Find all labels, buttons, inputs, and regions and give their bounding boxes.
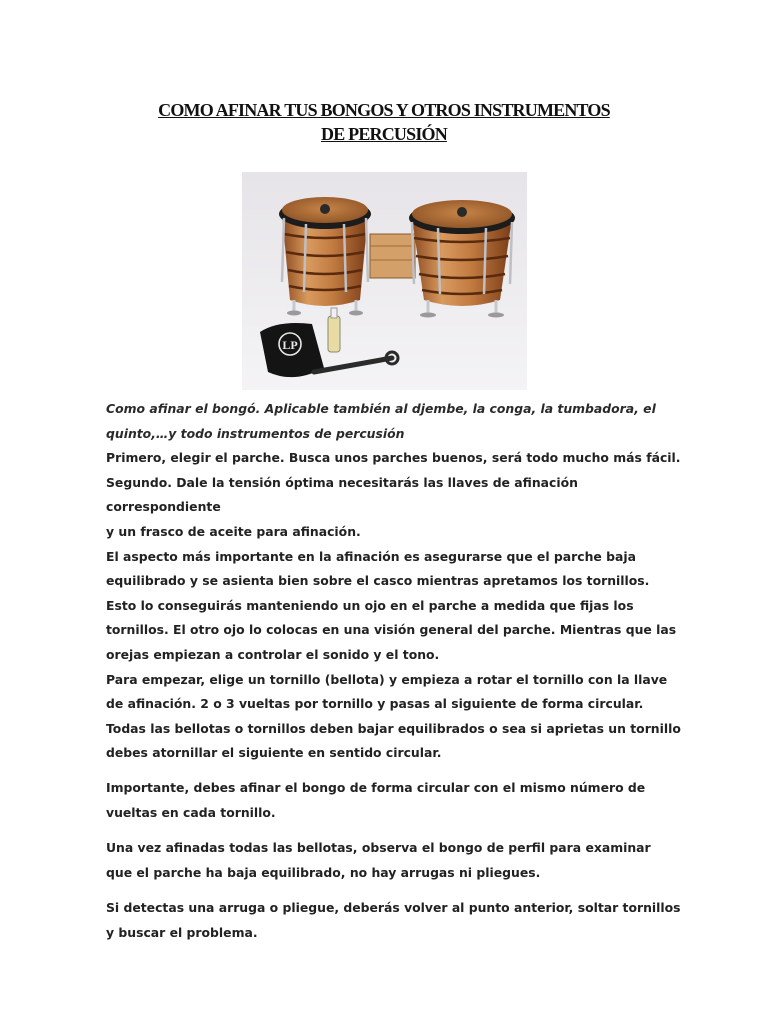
paragraph-importante: Importante, debes afinar el bongo de forma circular con el mismo número de vueltas en cada tornillo.	[106, 779, 646, 820]
document-body	[106, 397, 681, 945]
title-line-2: DE PERCUSIÓN	[321, 124, 447, 144]
document-title	[0, 98, 768, 146]
paragraph-ojo: Esto lo conseguirás manteniendo un ojo en el parche a medida que fijas los tornillos. El otro ojo lo colocas en una visión general del parche. Mientras que las orejas empiezan a controlar el sonido y el tono.	[106, 597, 677, 662]
intro-paragraph: Como afinar el bongó. Aplicable también al djembe, la conga, la tumbadora, el quinto,…y todo instrumentos de percusión	[106, 401, 656, 441]
paragraph-arruga: Si detectas una arruga o pliegue, deberás volver al punto anterior, soltar tornillos y buscar el problema.	[106, 900, 681, 940]
bongo-drums-illustration	[242, 172, 527, 390]
paragraph-aspecto: El aspecto más importante en la afinación es asegurarse que el parche baja equilibrado y se asienta bien sobre el casco mientras apretamos los tornillos.	[106, 548, 650, 589]
paragraph-empezar: Para empezar, elige un tornillo (bellota) y empieza a rotar el tornillo con la llave de afinación. 2 o 3 vueltas por tornillo y pasas al siguiente de forma circular.	[106, 671, 668, 712]
title-line-1: COMO AFINAR TUS BONGOS Y OTROS INSTRUMENTOS	[158, 100, 610, 120]
paragraph-bellotas: Todas las bellotas o tornillos deben bajar equilibrados o sea si aprietas un tornillo debes atornillar el siguiente en sentido circular.	[106, 720, 681, 761]
svg-text:LP: LP	[282, 338, 298, 352]
paragraph-segundo: Segundo. Dale la tensión óptima necesitarás las llaves de afinación correspondiente	[106, 474, 578, 515]
paragraph-primero: Primero, elegir el parche. Busca unos parches buenos, será todo mucho más fácil.	[106, 450, 681, 466]
paragraph-segundo-cont: y un frasco de aceite para afinación.	[106, 523, 361, 539]
bongo-drum-left	[279, 197, 371, 316]
bongo-connector	[370, 234, 415, 278]
bongo-drum-right	[409, 200, 515, 318]
paragraph-afinadas: Una vez afinadas todas las bellotas, observa el bongo de perfil para examinar que el parche ha baja equilibrado, no hay arrugas ni pliegues.	[106, 840, 651, 880]
bongo-drums-photo	[242, 172, 527, 390]
